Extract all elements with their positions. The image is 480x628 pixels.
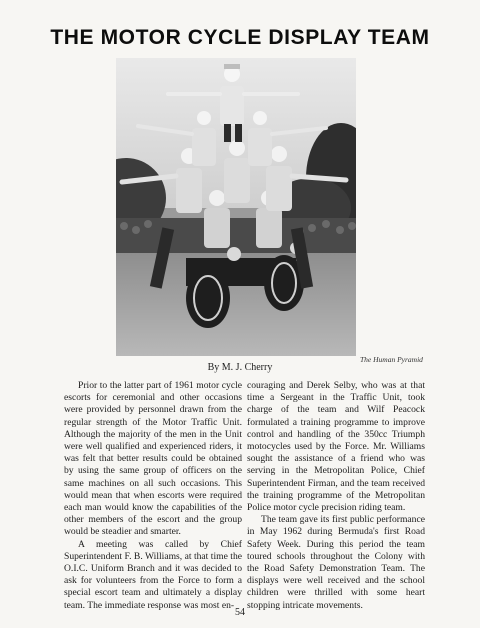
paragraph: A meeting was called by Chief Superintendent F. B. Williams, at that time the O.I.C. Uniform Branch and it was decided to ask for volunteers from the Force to form a special escort team and ultimately a display team. The immediate response was most en-: [64, 538, 242, 611]
paragraph: The team gave its first public performance in May 1962 during Bermuda's first Road Safety Week. During this period the team toured schools throughout the Colony with the Road Safety Demonstration Team. The displays were well received and the school children were thrilled with some heart stopping intricate movements.: [247, 514, 425, 611]
paragraph: Prior to the latter part of 1961 motor cycle escorts for ceremonial and other occasions were provided by personnel drawn from the regular strength of the Motor Traffic Unit. Although the majority of the men in the Unit were well qualified and experienced riders, it was felt that better results could be obtained by using the same group of officers on the same machines on all such occasions. This would mean that when escorts were required each man would know the capabilities of the other members of the escort and the group would be steadier and smarter.: [64, 380, 242, 538]
byline: By M. J. Cherry: [207, 362, 273, 373]
text-column-right: [247, 380, 425, 612]
photo-caption: The Human Pyramid: [360, 355, 423, 364]
page-number: 54: [235, 607, 245, 618]
text-column-left: [64, 380, 242, 612]
human-pyramid-photo: [116, 58, 356, 356]
paragraph: couraging and Derek Selby, who was at that time a Sergeant in the Traffic Unit, took charge of the team and Wilf Peacock formulated a training programme to improve control and handling of the 350cc Triumph motocycles used by the Force. Mr. Williams sought the assistance of a friend who was serving in the Metropolitan Police, Chief Superintendent Firman, and the team received the training programme of the Metropolitan Police motor cycle precision riding team.: [247, 380, 425, 514]
page-title: THE MOTOR CYCLE DISPLAY TEAM: [50, 26, 430, 49]
